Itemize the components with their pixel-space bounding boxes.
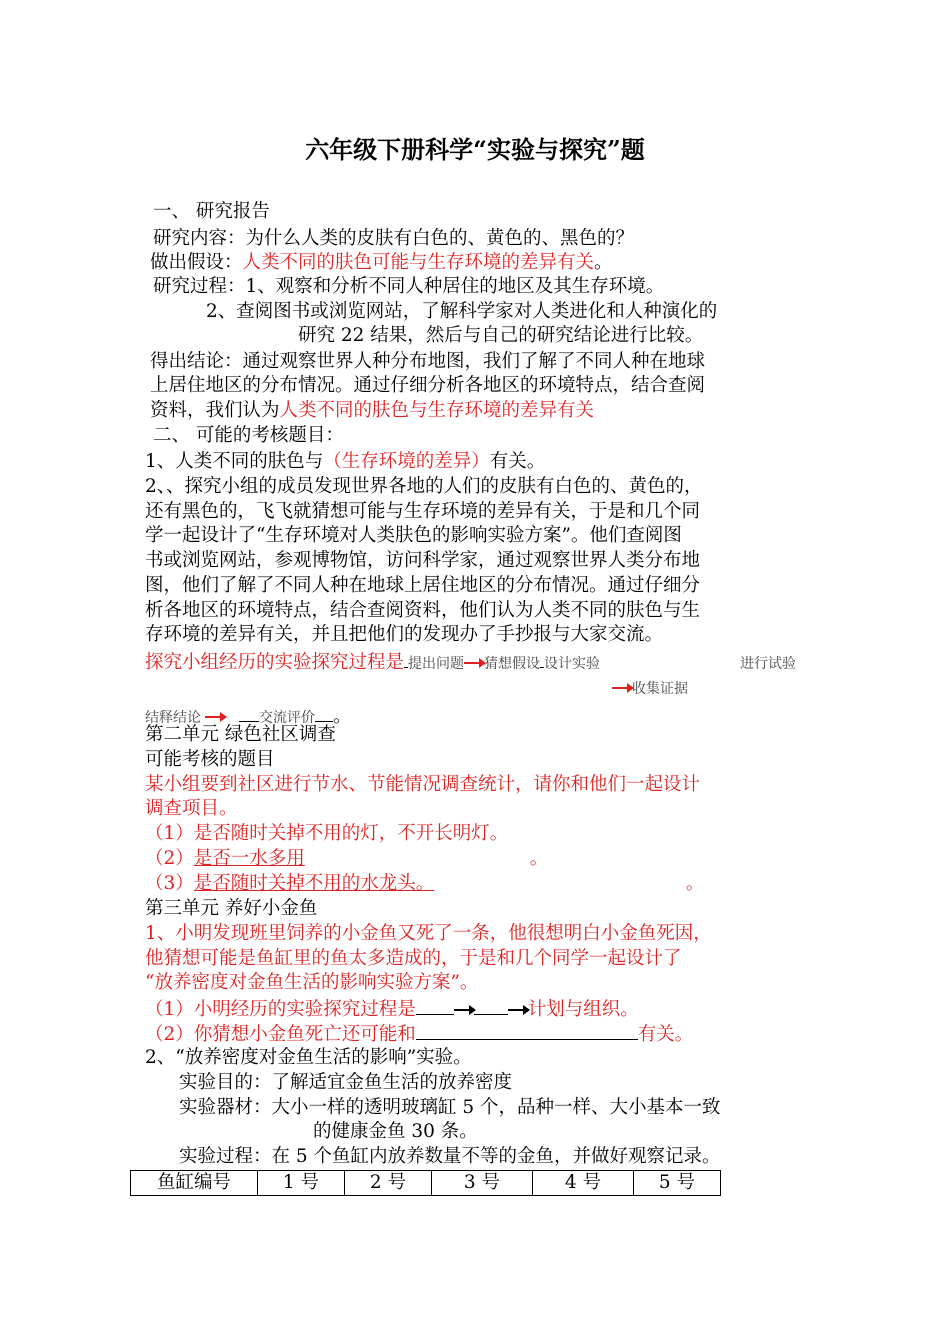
arrow-icon [205,716,225,718]
process-step-2b: 研究 22 结果，然后与自己的研究结论进行比较。 [298,325,704,346]
unit-3-para: “放养密度对金鱼生活的影响实验方案”。 [145,972,479,993]
unit-3-para: 1、小明发现班里饲养的小金鱼又死了一条，他很想明白小金鱼死因， [145,923,712,944]
table-row [131,1171,721,1196]
question-2-line: 2、、探究小组的成员发现世界各地的人们的皮肤有白色的、黄色的， [145,476,703,497]
question-2-line: 析各地区的环境特点，结合查阅资料，他们认为人类不同的肤色与生 [145,600,701,621]
conclusion-label: 资料，我们认为 [150,400,280,421]
conclusion-line-2: 上居住地区的分布情况。通过仔细分析各地区的环境特点，结合查阅 [150,375,706,396]
hypothesis-label: 做出假设： [150,252,243,273]
unit-3-question-2: （2）你猜想小金鱼死亡还可能和 有关。 [145,1021,693,1047]
conclusion-line-3 [150,399,594,423]
table-header-cell: 1 号 [258,1171,345,1196]
arrow-icon [464,662,484,664]
arrow-icon [612,687,632,689]
unit-3-experiment-title: 2、“放养密度对金鱼生活的影响”实验。 [145,1047,472,1068]
unit-3-question-1: （1）小明经历的实验探究过程是 计划与组织。 [145,996,639,1022]
fish-tank-table [130,1170,721,1196]
experiment-materials: 实验器材：大小一样的透明玻璃缸 5 个，品种一样、大小基本一致 [179,1097,721,1118]
step-communicate: 交流评价 [259,710,315,726]
question-1: 1、人类不同的肤色与（生存环境的差异）有关。 [145,451,546,472]
survey-item-2-answer: 是否一水多用 [193,848,305,869]
step-conclusion: 结释结论 [145,710,201,726]
page-title: 六年级下册科学“实验与探究”题 [305,135,645,164]
survey-item-1: （1）是否随时关掉不用的灯，不开长明灯。 [145,823,509,844]
table-header-cell: 5 号 [634,1171,721,1196]
step-ask-question: 提出问题 [408,656,465,672]
conclusion-answer: 人类不同的肤色与生存环境的差异有关 [279,400,595,421]
step-experiment: 进行试验 [740,656,796,672]
process-answer-line [145,649,600,676]
process-step-2a: 2、查阅图书或浏览网站，了解科学家对人类进化和人种演化的 [206,301,718,322]
process-step-1: 研究过程：1、观察和分析不同人种居住的地区及其生存环境。 [153,276,665,297]
section-heading-questions: 二、 可能的考核题目： [153,425,344,446]
survey-item-3-answer: 是否随时关掉不用的水龙头。 [193,873,435,894]
table-header-cell: 3 号 [432,1171,533,1196]
table-header-cell: 2 号 [345,1171,432,1196]
unit-2-heading: 第二单元 绿色社区调查 [145,724,336,745]
table-header-cell: 鱼缸编号 [131,1171,258,1196]
research-content: 研究内容：为什么人类的皮肤有白色的、黄色的、黑色的？ [153,228,635,249]
process-label: 探究小组经历的实验探究过程是 [145,652,405,673]
experiment-process: 实验过程：在 5 个鱼缸内放养数量不等的金鱼，并做好观察记录。 [179,1146,721,1167]
section-heading-report: 一、 研究报告 [153,201,270,222]
table-header-cell: 4 号 [533,1171,634,1196]
question-2-line: 存环境的差异有关，并且把他们的发现办了手抄报与大家交流。 [145,624,664,645]
hypothesis-line [150,251,613,275]
hypothesis-end: 。 [594,252,613,273]
arrow-icon [508,1009,528,1011]
question-2-line: 图，他们了解了不同人种在地球上居住地区的分布情况。通过仔细分 [145,575,701,596]
question-1-answer: （生存环境的差异） [323,451,490,472]
arrow-icon [454,1009,474,1011]
conclusion-line-1: 得出结论：通过观察世界人种分布地图，我们了解了不同人种在地球 [150,351,706,372]
hypothesis-answer: 人类不同的肤色可能与生存环境的差异有关 [242,252,595,273]
survey-item-2: （2）是否一水多用 。 [145,848,549,869]
unit-2-intro: 某小组要到社区进行节水、节能情况调查统计，请你和他们一起设计 [145,774,701,795]
step-hypothesis: 猜想假设 [484,656,541,672]
experiment-materials-cont: 的健康金鱼 30 条。 [313,1121,478,1142]
step-collect-evidence: 收集证据 [632,681,688,697]
question-2-line: 还有黑色的，飞飞就猜想可能与生存环境的差异有关，于是和几个同 [145,501,701,522]
collect-evidence-line [612,676,688,701]
experiment-aim: 实验目的：了解适宜金鱼生活的放养密度 [179,1072,513,1093]
process-answer-line-2: 结释结论 交流评价 。 [145,703,352,730]
unit-3-heading: 第三单元 养好小金鱼 [145,898,318,919]
survey-item-3: （3）是否随时关掉不用的水龙头。 。 [145,873,705,894]
step-design: 设计实验 [544,656,601,672]
unit-3-para: 他猜想可能是鱼缸里的鱼太多造成的，于是和几个同学一起设计了 [145,948,682,969]
unit-2-subheading: 可能考核的题目 [145,749,275,770]
question-2-line: 书或浏览网站，参观博物馆，访问科学家，通过观察世界人类分布地 [145,550,701,571]
question-2-line: 学一起设计了“生存环境对人类肤色的影响实验方案”。他们查阅图 [145,525,682,546]
unit-2-intro: 调查项目。 [145,798,238,819]
